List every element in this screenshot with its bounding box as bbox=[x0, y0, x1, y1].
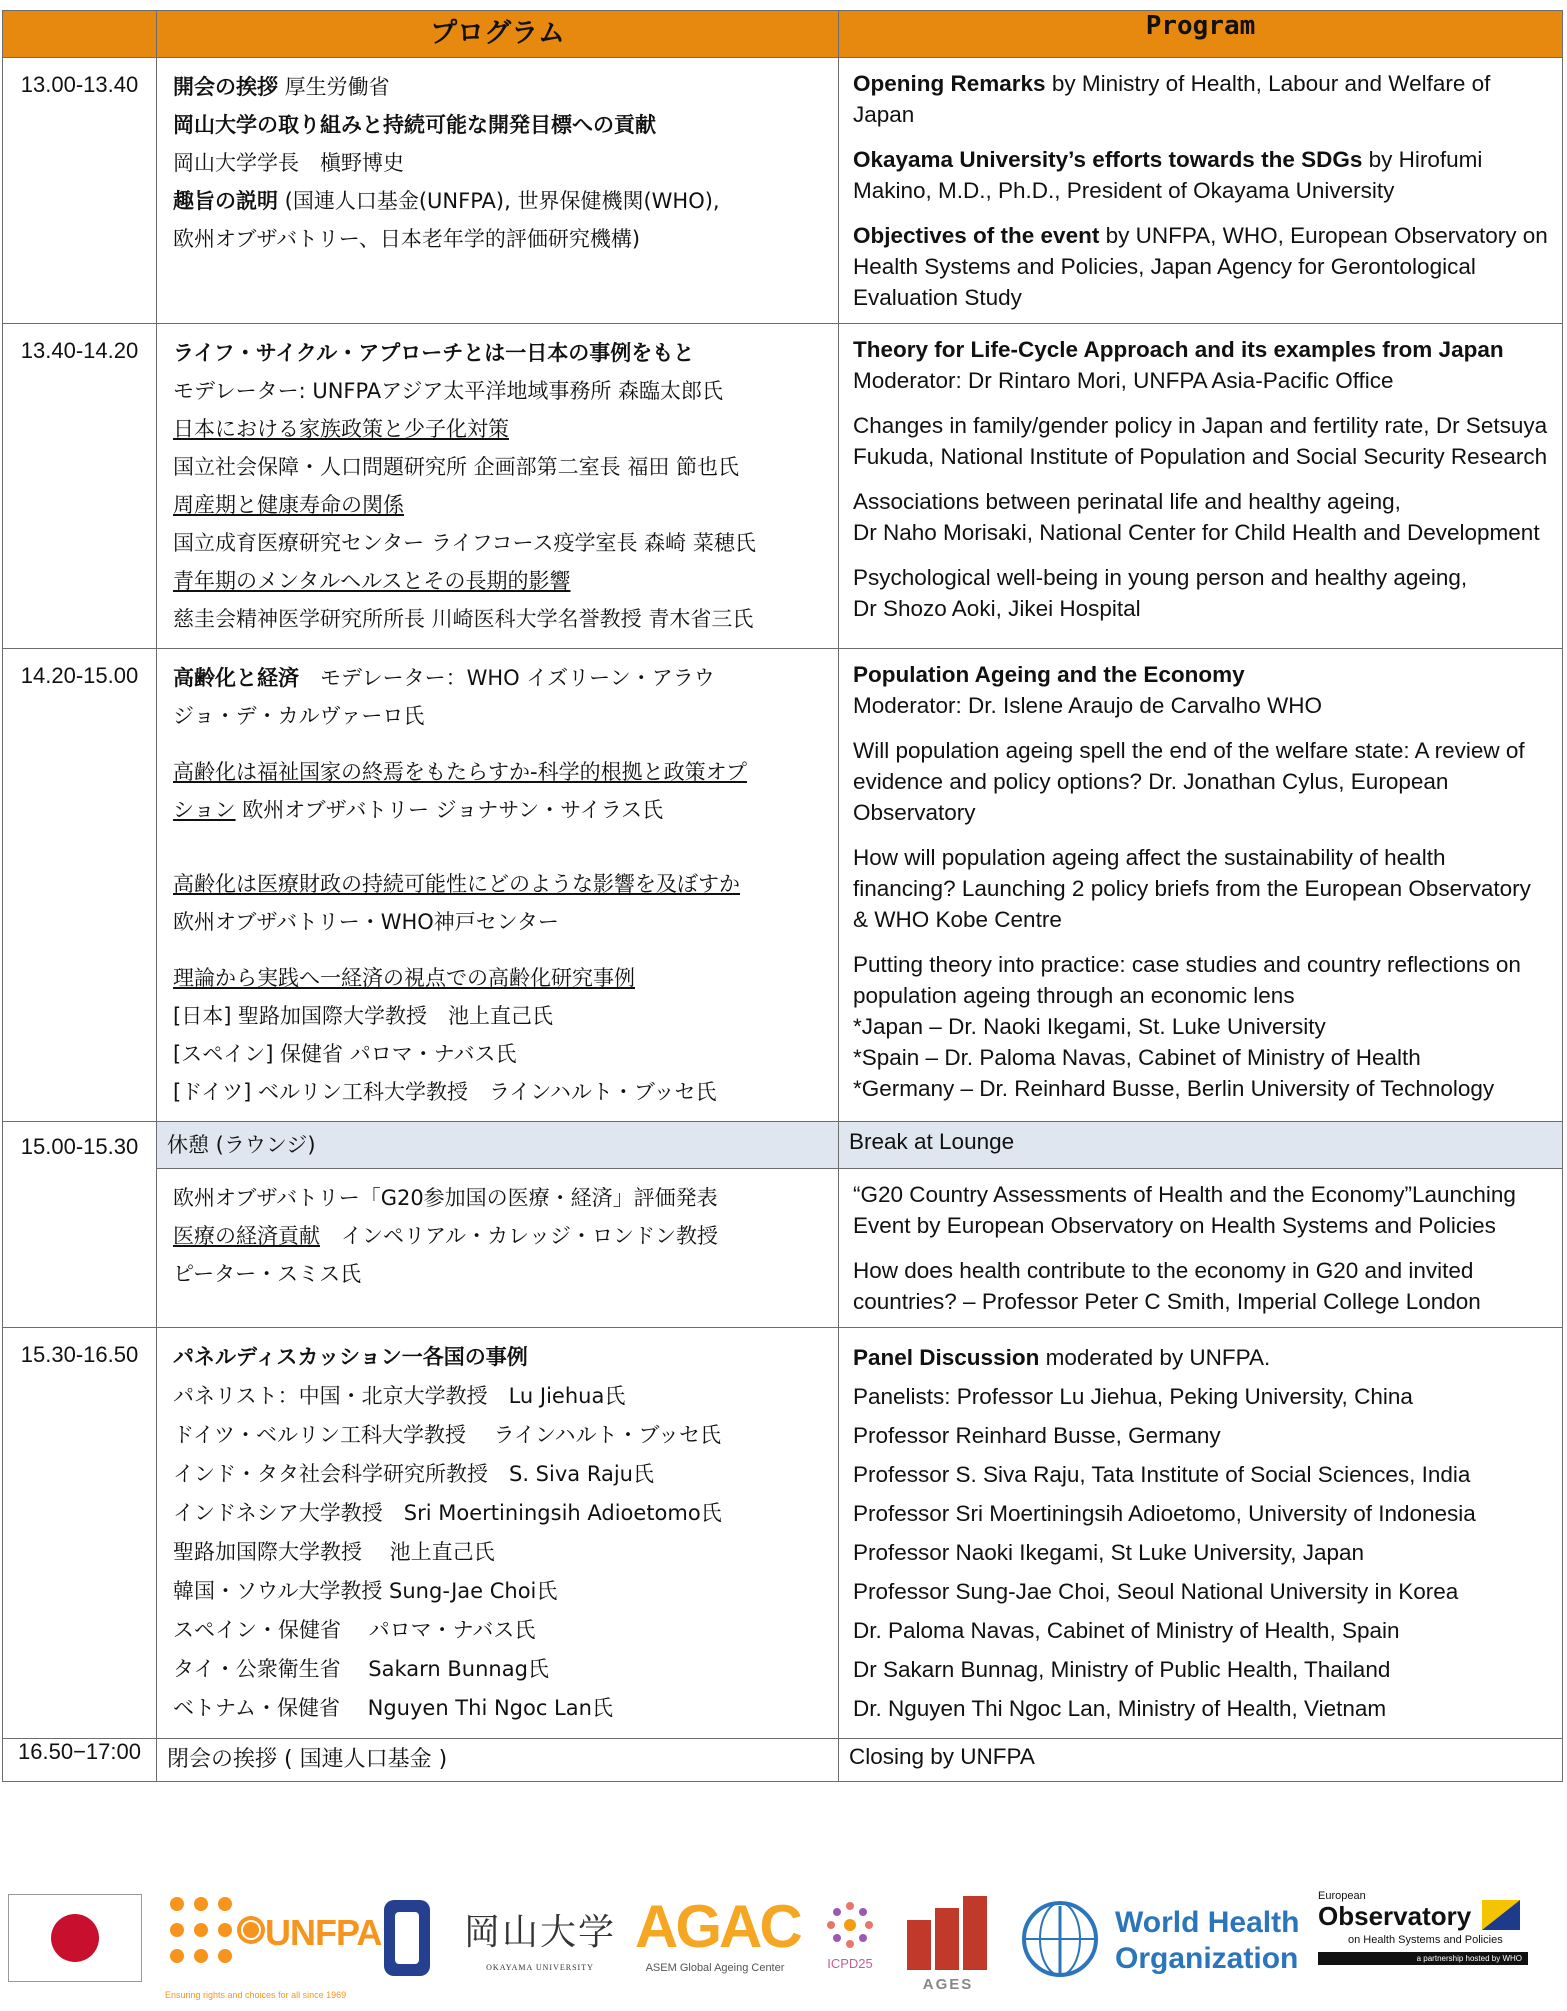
observatory-flag-icon bbox=[1480, 1898, 1522, 1932]
ja-line bbox=[173, 410, 822, 448]
g20-english-cell bbox=[839, 1169, 1563, 1328]
ja-text: 国立成育医療研究センター ライフコース疫学室長 森崎 菜穂氏 bbox=[173, 531, 756, 555]
panelist-line bbox=[853, 1377, 1548, 1416]
ja-text: 欧州オブザバトリー「G20参加国の医療・経済」評価発表 bbox=[173, 1186, 718, 1210]
okayama-crest-icon bbox=[380, 1898, 434, 1978]
ja-text: ベトナム・保健省 Nguyen Thi Ngoc Lan氏 bbox=[173, 1696, 613, 1720]
observatory-main: Observatory bbox=[1318, 1901, 1472, 1931]
icpd-flower-icon bbox=[823, 1898, 877, 1952]
ja-text: スペイン・保健省 パロマ・ナバス氏 bbox=[173, 1618, 536, 1642]
ja-text: 欧州オブザバトリー、日本老年学的評価研究機構) bbox=[173, 227, 641, 251]
japanese-cell bbox=[157, 649, 839, 1122]
ja-line bbox=[173, 1179, 822, 1217]
en-text: How will population ageing affect the sustainability of health financing? Launching 2 policy briefs from the European Observatory & WHO Kobe Centre bbox=[853, 845, 1531, 932]
ja-text: インド・タタ社会科学研究所教授 S. Siva Raju氏 bbox=[173, 1462, 654, 1486]
en-text: Associations between perinatal life and healthy ageing, bbox=[853, 489, 1401, 514]
unfpa-logo bbox=[165, 1890, 382, 2000]
who-name-line1: World Health bbox=[1115, 1906, 1300, 1939]
en-bold-text: Objectives of the event bbox=[853, 223, 1100, 248]
break-japanese: 休憩 (ラウンジ) bbox=[157, 1122, 839, 1169]
en-block bbox=[853, 949, 1548, 1104]
ja-text: モデレーター：WHO イズリーン・アラウ bbox=[299, 666, 715, 690]
panelist-line bbox=[853, 1689, 1548, 1728]
ja-text: インドネシア大学教授 Sri Moertiningsih Adioetomo氏 bbox=[173, 1501, 722, 1525]
en-speaker-line: *Japan – Dr. Naoki Ikegami, St. Luke University bbox=[853, 1014, 1326, 1039]
time-cell: 14.20-15.00 bbox=[3, 649, 157, 1122]
ja-underlined-title: 高齢化は医療財政の持続可能性にどのような影響を及ぼすか bbox=[173, 872, 740, 896]
ja-line bbox=[173, 1572, 822, 1611]
en-bold-text: Theory for Life-Cycle Approach and its examples from Japan bbox=[853, 337, 1504, 362]
ja-line bbox=[173, 334, 822, 372]
panelist-line bbox=[853, 1494, 1548, 1533]
en-text: moderated by UNFPA. bbox=[1039, 1345, 1271, 1370]
ja-text: ジョ・デ・カルヴァーロ氏 bbox=[173, 704, 425, 728]
en-text: Professor Naoki Ikegami, St Luke University, Japan bbox=[853, 1540, 1365, 1565]
panelist-line bbox=[853, 1650, 1548, 1689]
ja-line bbox=[173, 1494, 822, 1533]
time-cell: 15.30-16.50 bbox=[3, 1328, 157, 1739]
break-row bbox=[3, 1122, 1563, 1169]
ja-line bbox=[173, 220, 822, 258]
en-block bbox=[853, 144, 1548, 206]
en-text: by UNFPA, WHO, European Observatory on Health Systems and Policies, Japan Agency for Gerontological Evaluation Study bbox=[853, 223, 1548, 310]
ja-text: パネリスト：中国・北京大学教授 Lu Jiehua氏 bbox=[173, 1384, 626, 1408]
session-row bbox=[3, 649, 1563, 1122]
panelist-line bbox=[853, 1572, 1548, 1611]
session-row bbox=[3, 58, 1563, 324]
header-japanese: プログラム bbox=[157, 11, 839, 58]
en-block bbox=[853, 1255, 1548, 1317]
sponsor-logos bbox=[0, 1890, 1567, 2011]
spacer bbox=[173, 829, 822, 847]
en-bold-text: Panel Discussion bbox=[853, 1345, 1040, 1370]
japan-flag-logo bbox=[8, 1894, 142, 1982]
who-name-line2: Organization bbox=[1115, 1942, 1299, 1975]
european-observatory-logo bbox=[1318, 1890, 1528, 1990]
ja-underlined-title: 高齢化は福祉国家の終焉をもたらすか-科学的根拠と政策オプ bbox=[173, 760, 747, 784]
japanese-cell bbox=[157, 58, 839, 324]
en-speaker-line: *Germany – Dr. Reinhard Busse, Berlin University of Technology bbox=[853, 1076, 1495, 1101]
en-text: by Ministry of Health, Labour and Welfare of Japan bbox=[853, 71, 1491, 127]
spacer bbox=[173, 847, 822, 865]
ja-text: 韓国・ソウル大学教授 Sung-Jae Choi氏 bbox=[173, 1579, 558, 1603]
ja-bold-text: ライフ・サイクル・アプローチとは一日本の事例をもと bbox=[173, 341, 695, 365]
unfpa-wordmark: UNFPA bbox=[265, 1912, 382, 1953]
english-cell bbox=[839, 58, 1563, 324]
ja-text: 岡山大学学長 槇野博史 bbox=[173, 151, 404, 175]
en-text: Professor S. Siva Raju, Tata Institute of Social Sciences, India bbox=[853, 1462, 1471, 1487]
ja-line bbox=[173, 448, 822, 486]
en-text: Moderator: Dr Rintaro Mori, UNFPA Asia-Pacific Office bbox=[853, 368, 1394, 393]
ja-bold-text: 高齢化と経済 bbox=[173, 666, 299, 690]
en-block bbox=[853, 220, 1548, 313]
time-cell: 13.00-13.40 bbox=[3, 58, 157, 324]
g20-row bbox=[3, 1169, 1563, 1328]
panelist-line bbox=[853, 1533, 1548, 1572]
ja-line bbox=[173, 1217, 822, 1255]
ja-line bbox=[173, 865, 822, 903]
session-row bbox=[3, 324, 1563, 649]
en-bold-text: Okayama University’s efforts towards the SDGs bbox=[853, 147, 1363, 172]
closing-japanese: 閉会の挨拶 ( 国連人口基金 ) bbox=[157, 1739, 839, 1782]
panel-row bbox=[3, 1328, 1563, 1739]
english-cell bbox=[839, 324, 1563, 649]
ja-text: [スペイン] 保健省 パロマ・ナバス氏 bbox=[173, 1042, 517, 1066]
observatory-top: European bbox=[1318, 1890, 1366, 1902]
en-speaker-line: *Spain – Dr. Paloma Navas, Cabinet of Ministry of Health bbox=[853, 1045, 1421, 1070]
en-block bbox=[853, 334, 1548, 396]
panelist-line bbox=[853, 1455, 1548, 1494]
icpd-label: ICPD25 bbox=[827, 1956, 873, 1971]
program-table bbox=[2, 10, 1563, 1782]
en-text: Professor Reinhard Busse, Germany bbox=[853, 1423, 1221, 1448]
en-text: Psychological well-being in young person and healthy ageing, bbox=[853, 565, 1468, 590]
header-english: Program bbox=[839, 11, 1563, 58]
ja-line bbox=[173, 486, 822, 524]
header-row bbox=[3, 11, 1563, 58]
ja-line bbox=[173, 959, 822, 997]
ja-line bbox=[173, 1416, 822, 1455]
english-cell bbox=[839, 649, 1563, 1122]
ja-text: 国立社会保障・人口問題研究所 企画部第二室長 福田 節也氏 bbox=[173, 455, 740, 479]
ja-text: インペリアル・カレッジ・ロンドン教授 bbox=[320, 1224, 718, 1248]
agac-subtitle: ASEM Global Ageing Center bbox=[645, 1962, 785, 1974]
panelist-line bbox=[853, 1416, 1548, 1455]
en-block bbox=[853, 735, 1548, 828]
ja-text: 厚生労働省 bbox=[278, 75, 390, 99]
time-cell: 13.40-14.20 bbox=[3, 324, 157, 649]
ja-line bbox=[173, 524, 822, 562]
ja-line bbox=[173, 903, 822, 941]
ja-line bbox=[173, 1338, 822, 1377]
en-text: Dr Naho Morisaki, National Center for Child Health and Development bbox=[853, 520, 1540, 545]
header-empty-cell bbox=[3, 11, 157, 58]
en-block bbox=[853, 486, 1548, 548]
en-block bbox=[853, 1179, 1548, 1241]
panelist-line bbox=[853, 1338, 1548, 1377]
en-block bbox=[853, 68, 1548, 130]
g20-japanese-cell bbox=[157, 1169, 839, 1328]
ja-text: [日本] 聖路加国際大学教授 池上直己氏 bbox=[173, 1004, 554, 1028]
en-text: Will population ageing spell the end of the welfare state: A review of evidence and policy options? Dr. Jonathan Cylus, European Observatory bbox=[853, 738, 1525, 825]
ja-underlined-title: 日本における家族政策と少子化対策 bbox=[173, 417, 509, 441]
ja-underlined-title: 周産期と健康寿命の関係 bbox=[173, 493, 404, 517]
ja-line bbox=[173, 182, 822, 220]
ages-logo bbox=[905, 1894, 991, 1993]
flag-sun bbox=[51, 1914, 99, 1962]
en-text: Panelists: Professor Lu Jiehua, Peking University, China bbox=[853, 1384, 1413, 1409]
ja-bold-text: パネルディスカッション一各国の事例 bbox=[173, 1345, 528, 1369]
ja-text: モデレーター: UNFPAアジア太平洋地域事務所 森臨太郎氏 bbox=[173, 379, 724, 403]
agac-logo bbox=[635, 1893, 800, 1986]
en-text: Dr Sakarn Bunnag, Ministry of Public Health, Thailand bbox=[853, 1657, 1391, 1682]
ja-text: ドイツ・ベルリン工科大学教授 ラインハルト・ブッセ氏 bbox=[173, 1423, 722, 1447]
who-emblem-icon bbox=[1015, 1896, 1105, 1982]
ja-text: ピーター・スミス氏 bbox=[173, 1262, 362, 1286]
en-text: by Hirofumi Makino, M.D., Ph.D., President of Okayama University bbox=[853, 147, 1483, 203]
okayama-name-en: OKAYAMA UNIVERSITY bbox=[486, 1963, 594, 1972]
ja-underlined-title: 理論から実践へ一経済の視点での高齢化研究事例 bbox=[173, 966, 635, 990]
en-text: Moderator: Dr. Islene Araujo de Carvalho WHO bbox=[853, 693, 1322, 718]
ja-line bbox=[173, 1533, 822, 1572]
break-english: Break at Lounge bbox=[839, 1122, 1563, 1169]
okayama-university-logo bbox=[460, 1904, 620, 1984]
icpd25-logo bbox=[820, 1898, 880, 1988]
who-logo bbox=[1015, 1896, 1300, 1988]
en-block bbox=[853, 659, 1548, 721]
panel-english-cell bbox=[839, 1328, 1563, 1739]
japanese-cell bbox=[157, 324, 839, 649]
en-bold-text: Population Ageing and the Economy bbox=[853, 662, 1245, 687]
ja-line bbox=[173, 1377, 822, 1416]
ja-line bbox=[173, 600, 822, 638]
en-text: Professor Sung-Jae Choi, Seoul National University in Korea bbox=[853, 1579, 1459, 1604]
observatory-sub: on Health Systems and Policies bbox=[1348, 1934, 1503, 1946]
ja-underlined-title: ション bbox=[173, 798, 236, 822]
en-text: Putting theory into practice: case studies and country reflections on population ageing through an economic lens bbox=[853, 952, 1521, 1008]
observatory-bar: a partnership hosted by WHO bbox=[1318, 1952, 1528, 1965]
ja-line bbox=[173, 1035, 822, 1073]
ja-line bbox=[173, 562, 822, 600]
ja-line bbox=[173, 753, 822, 791]
ages-label: AGES bbox=[922, 1976, 974, 1993]
en-text: Dr Shozo Aoki, Jikei Hospital bbox=[853, 596, 1141, 621]
ja-line bbox=[173, 144, 822, 182]
closing-row bbox=[3, 1739, 1563, 1782]
panel-japanese-cell bbox=[157, 1328, 839, 1739]
ja-line bbox=[173, 1255, 822, 1293]
closing-english: Closing by UNFPA bbox=[839, 1739, 1563, 1782]
en-text: Professor Sri Moertiningsih Adioetomo, University of Indonesia bbox=[853, 1501, 1476, 1526]
ja-text: 欧州オブザバトリー・WHO神戸センター bbox=[173, 910, 559, 934]
en-text: How does health contribute to the economy in G20 and invited countries? – Professor Peter C Smith, Imperial College London bbox=[853, 1258, 1481, 1314]
ja-line bbox=[173, 1650, 822, 1689]
en-block bbox=[853, 842, 1548, 935]
ja-line bbox=[173, 697, 822, 735]
ja-underlined-title: 青年期のメンタルヘルスとその長期的影響 bbox=[173, 569, 571, 593]
ja-line bbox=[173, 1611, 822, 1650]
okayama-name-ja: 岡山大学 bbox=[463, 1912, 616, 1953]
spacer bbox=[173, 941, 822, 959]
ja-underlined-title: 医療の経済貢献 bbox=[173, 1224, 320, 1248]
ja-line bbox=[173, 1073, 822, 1111]
ja-text: 聖路加国際大学教授 池上直己氏 bbox=[173, 1540, 495, 1564]
time-cell: 15.00-15.30 bbox=[3, 1122, 157, 1328]
ja-line bbox=[173, 1689, 822, 1728]
panelist-line bbox=[853, 1611, 1548, 1650]
ja-text: 欧州オブザバトリー ジョナサン・サイラス氏 bbox=[235, 798, 664, 822]
en-block bbox=[853, 410, 1548, 472]
en-text: Dr. Nguyen Thi Ngoc Lan, Ministry of Health, Vietnam bbox=[853, 1696, 1387, 1721]
time-cell: 16.50−17:00 bbox=[3, 1739, 157, 1782]
ja-line bbox=[173, 68, 822, 106]
ja-line bbox=[173, 372, 822, 410]
ja-line bbox=[173, 106, 822, 144]
ja-text: (国連人口基金(UNFPA), 世界保健機関(WHO), bbox=[278, 189, 720, 213]
en-text: “G20 Country Assessments of Health and the Economy”Launching Event by European Observatory on Health Systems and Policies bbox=[853, 1182, 1516, 1238]
en-text: Dr. Paloma Navas, Cabinet of Ministry of Health, Spain bbox=[853, 1618, 1400, 1643]
ja-line bbox=[173, 1455, 822, 1494]
ja-text: [ドイツ] ベルリン工科大学教授 ラインハルト・ブッセ氏 bbox=[173, 1080, 717, 1104]
ja-bold-text: 趣旨の説明 bbox=[173, 189, 278, 213]
ja-line bbox=[173, 997, 822, 1035]
en-bold-text: Opening Remarks bbox=[853, 71, 1046, 96]
ja-line bbox=[173, 659, 822, 697]
ja-text: 慈圭会精神医学研究所所長 川崎医科大学名誉教授 青木省三氏 bbox=[173, 607, 754, 631]
agac-wordmark: AGAC bbox=[635, 1893, 800, 1960]
ages-blocks-icon bbox=[905, 1894, 991, 1972]
en-block bbox=[853, 562, 1548, 624]
ja-line bbox=[173, 791, 822, 829]
ja-bold-text: 開会の挨拶 bbox=[173, 75, 278, 99]
en-text: Changes in family/gender policy in Japan and fertility rate, Dr Setsuya Fukuda, National Institute of Population and Social Security Research bbox=[853, 413, 1548, 469]
unfpa-tagline: Ensuring rights and choices for all since 1969 bbox=[165, 1990, 347, 2000]
ja-text: タイ・公衆衛生省 Sakarn Bunnag氏 bbox=[173, 1657, 549, 1681]
spacer bbox=[173, 735, 822, 753]
ja-bold-text: 岡山大学の取り組みと持続可能な開発目標への貢献 bbox=[173, 113, 656, 137]
